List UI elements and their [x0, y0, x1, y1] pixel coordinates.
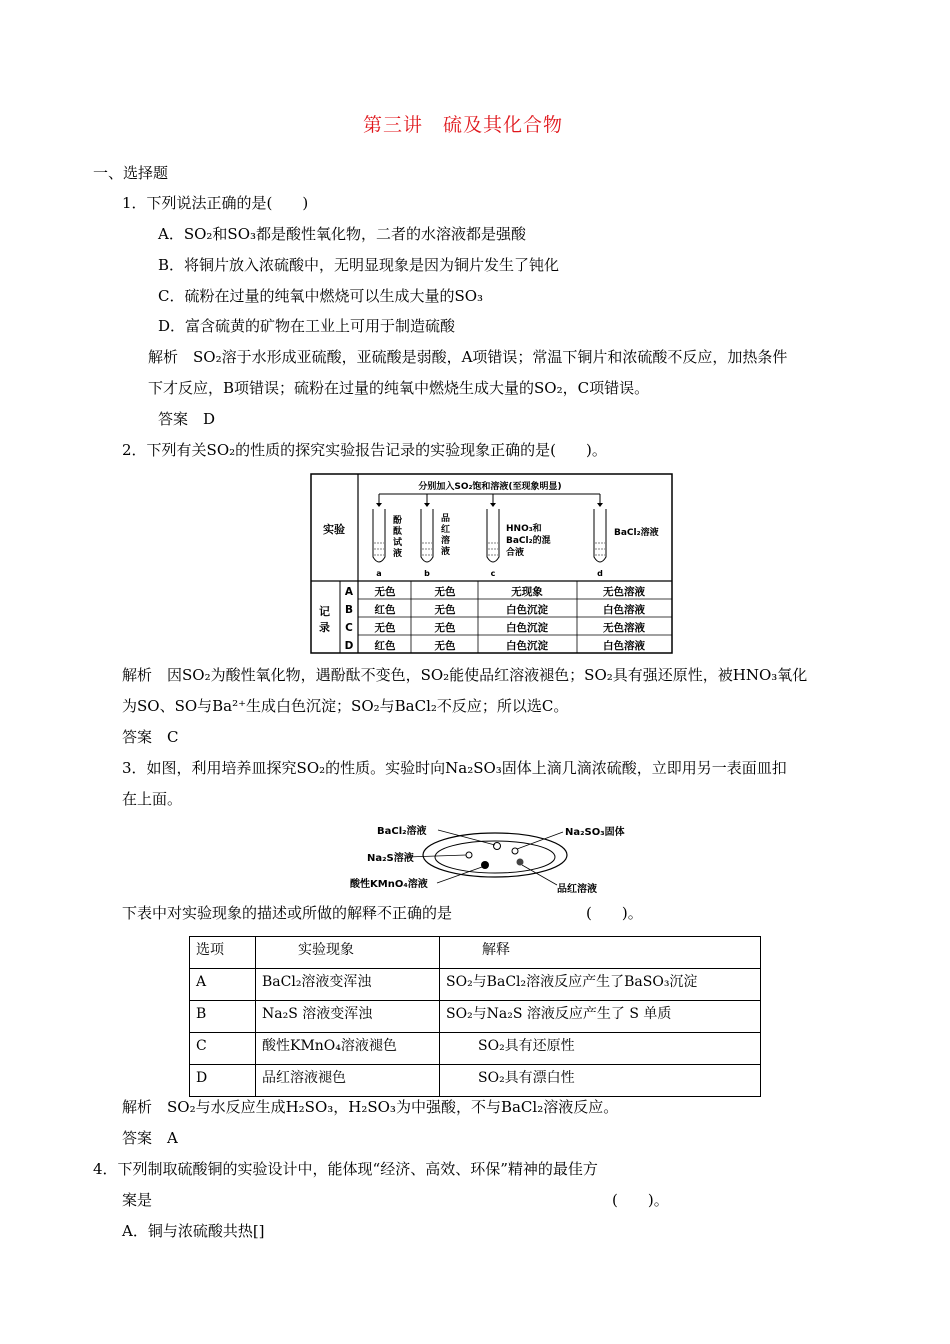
label-na2s: Na₂S溶液	[367, 853, 414, 864]
q1-option-b: B．将铜片放入浓硫酸中，无明显现象是因为铜片发生了钝化	[158, 256, 560, 274]
na2s-drop	[466, 852, 472, 858]
table-header: 实验现象	[256, 937, 440, 969]
table-cell: SO₂具有还原性	[440, 1033, 761, 1065]
record-cell: 无色溶液	[603, 622, 645, 634]
record-cell: 无色溶液	[603, 586, 645, 598]
q3-stem: 3．如图，利用培养皿探究SO₂的性质。实验时向Na₂SO₃固体上滴几滴浓硫酸，立即用另一表面皿扣	[122, 759, 787, 777]
record-option-a: A	[344, 586, 354, 598]
q1-analysis-cont: 下才反应，B项错误；硫粉在过量的纯氧中燃烧生成大量的SO₂，C项错误。	[148, 379, 650, 397]
q1-stem: 1．下列说法正确的是( )	[122, 194, 309, 212]
table-cell: B	[190, 1001, 256, 1033]
table-header-row	[190, 937, 761, 969]
record-cell: 无现象	[511, 586, 543, 598]
tube-a-letter: a	[376, 569, 382, 578]
label-kmno4: 酸性KMnO₄溶液	[350, 879, 428, 890]
label-pinhong: 品红溶液	[557, 884, 597, 895]
record-cell: 无色	[434, 640, 456, 652]
q4-stem: 4．下列制取硫酸铜的实验设计中，能体现“经济、高效、环保”精神的最佳方	[93, 1160, 598, 1178]
record-option-c: C	[345, 622, 353, 634]
table-cell: 酸性KMnO₄溶液褪色	[256, 1033, 440, 1065]
table-cell: Na₂S 溶液变浑浊	[256, 1001, 440, 1033]
bacl2-drop	[494, 843, 501, 850]
record-cell: 无色	[434, 586, 456, 598]
q3-answer: 答案 A	[122, 1129, 178, 1147]
q4-answer-paren: ( )。	[612, 1191, 669, 1209]
tube-c-label: HNO₃和 BaCl₂的混合液	[506, 524, 551, 558]
table-header: 解释	[440, 937, 761, 969]
table-row	[190, 1065, 761, 1097]
tube-a-label: 酚酞试液	[393, 516, 403, 559]
q2-analysis: 解析 因SO₂为酸性氧化物，遇酚酞不变色，SO₂能使品红溶液褪色；SO₂具有强还原性，被HNO₃氧化	[122, 666, 808, 684]
q3-table	[189, 936, 761, 1097]
record-cell: 无色	[374, 622, 396, 634]
record-cell: 红色	[374, 604, 396, 616]
table-row	[190, 969, 761, 1001]
q2-answer: 答案 C	[122, 728, 179, 746]
table-cell: A	[190, 969, 256, 1001]
record-cell: 白色沉淀	[506, 604, 548, 616]
table-cell: SO₂与BaCl₂溶液反应产生了BaSO₃沉淀	[440, 969, 761, 1001]
q1-option-a: A．SO₂和SO₃都是酸性氧化物，二者的水溶液都是强酸	[158, 225, 527, 243]
record-option-d: D	[344, 640, 354, 652]
page-title: 第三讲 硫及其化合物	[363, 114, 564, 136]
q1-analysis: 解析 SO₂溶于水形成亚硫酸，亚硫酸是弱酸，A项错误；常温下铜片和浓硫酸不反应，加热条件	[148, 348, 788, 366]
tube-b-letter: b	[424, 569, 430, 578]
record-cell: 白色沉淀	[506, 640, 548, 652]
table-header: 选项	[190, 937, 256, 969]
table-cell: SO₂具有漂白性	[440, 1065, 761, 1097]
q4-option-a: A．铜与浓硫酸共热[]	[122, 1222, 265, 1240]
table-cell: BaCl₂溶液变浑浊	[256, 969, 440, 1001]
record-cell: 白色溶液	[603, 604, 645, 616]
pinhong-drop	[517, 859, 524, 866]
table-cell: SO₂与Na₂S 溶液反应产生了 S 单质	[440, 1001, 761, 1033]
q3-petri-dish-figure	[345, 815, 635, 895]
record-cell: 无色	[434, 622, 456, 634]
q1-option-c: C．硫粉在过量的纯氧中燃烧可以生成大量的SO₃	[158, 287, 484, 305]
q3-analysis: 解析 SO₂与水反应生成H₂SO₃，H₂SO₃为中强酸，不与BaCl₂溶液反应。	[122, 1098, 619, 1116]
tube-b-label: 品红溶液	[441, 514, 451, 557]
table-cell: C	[190, 1033, 256, 1065]
q2-experiment-figure	[310, 473, 674, 655]
label-bacl2: BaCl₂溶液	[377, 826, 427, 837]
record-cell: 白色溶液	[603, 640, 645, 652]
record-cell: 无色	[434, 604, 456, 616]
table-row	[190, 1001, 761, 1033]
table-cell: D	[190, 1065, 256, 1097]
label-na2so3: Na₂SO₃固体	[565, 827, 625, 838]
table-row	[190, 1033, 761, 1065]
q3-answer-paren: ( )。	[586, 904, 643, 922]
fig-experiment-label: 实验	[323, 523, 345, 536]
q2-stem: 2．下列有关SO₂的性质的探究实验报告记录的实验现象正确的是( )。	[122, 441, 607, 459]
q1-option-d: D．富含硫黄的矿物在工业上可用于制造硫酸	[158, 317, 456, 335]
q3-table-intro: 下表中对实验现象的描述或所做的解释不正确的是	[122, 904, 453, 922]
record-cell: 白色沉淀	[506, 622, 548, 634]
tube-d-letter: d	[597, 569, 603, 578]
tube-c-letter: c	[490, 569, 496, 578]
record-option-b: B	[344, 604, 354, 616]
kmno4-drop	[481, 861, 489, 869]
q1-answer: 答案 D	[158, 410, 216, 428]
section-heading: 一、选择题	[93, 164, 169, 182]
fig-header: 分别加入SO₂饱和溶液(至现象明显)	[418, 482, 562, 492]
table-cell: 品红溶液褪色	[256, 1065, 440, 1097]
q4-stem-cont: 案是	[122, 1191, 153, 1209]
record-cell: 无色	[374, 586, 396, 598]
fig-record-label: 记录	[319, 605, 330, 634]
record-cell: 红色	[374, 640, 396, 652]
q3-stem-cont: 在上面。	[122, 790, 183, 808]
tube-d-label: BaCl₂溶液	[614, 528, 659, 538]
q2-analysis-cont: 为SO、SO与Ba²⁺生成白色沉淀；SO₂与BaCl₂不反应；所以选C。	[122, 697, 569, 715]
